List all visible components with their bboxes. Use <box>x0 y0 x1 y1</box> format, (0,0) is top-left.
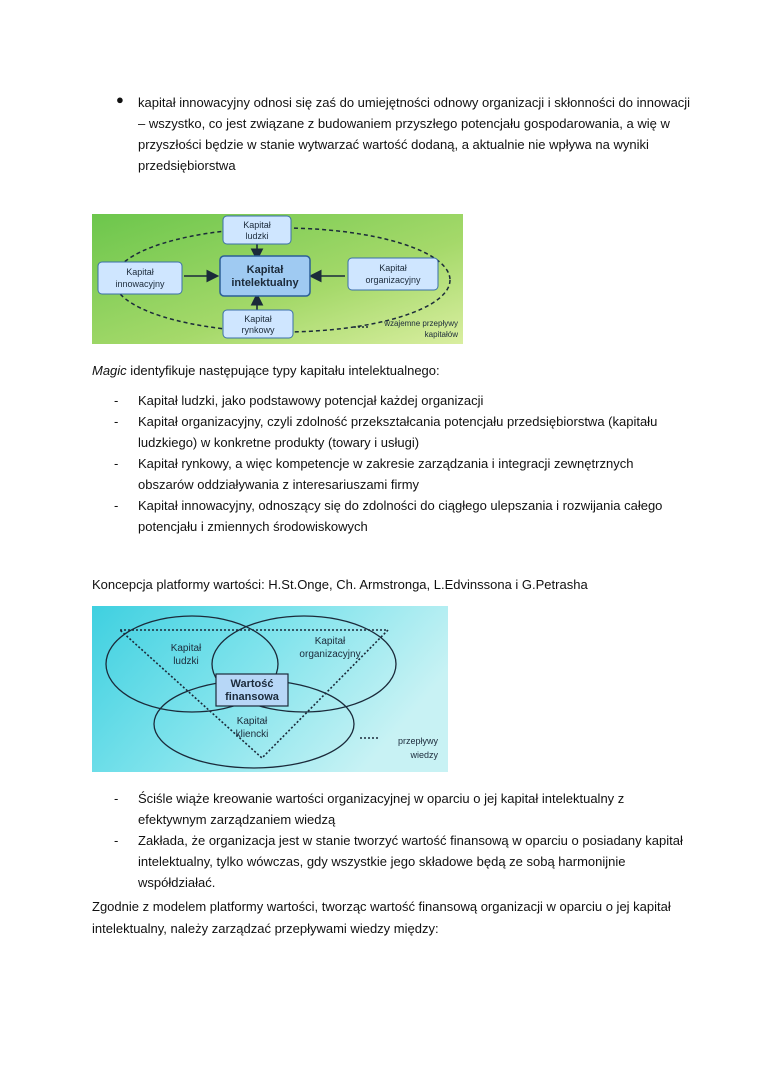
right-label-1: Kapitał <box>379 263 407 273</box>
intro-bullet-text: kapitał innowacyjny odnosi się zaś do umiejętności odnowy organizacji i skłonności do innowacji – wszystko, co jest związane z budowaniem przyszłego potencjału gospodarowania, a wię w przyszłości będzie w stanie wytwarzać wartość dodaną, a aktualnie nie wpływa na wyniki przedsiębiorstwa <box>138 95 691 173</box>
closing-paragraph: Zgodnie z modelem platformy wartości, tworząc wartość finansową organizacji w oparciu o jej kapitał intelektualny, należy zarządzać przepływami wiedzy między: <box>92 899 671 936</box>
d2-bottom-label-1: Kapitał <box>236 716 268 727</box>
d2-left-label-1: Kapitał <box>170 643 202 654</box>
list-item: - Kapitał innowacyjny, odnoszący się do zdolności do ciągłego ulepszania i rozwijania całego potencjału i zmiennych środowiskowych <box>114 498 663 534</box>
legend-label-1: wzajemne przepływy <box>384 319 458 328</box>
bottom-label-1: Kapitał <box>244 314 272 324</box>
bottom-label-2: rynkowy <box>241 325 275 335</box>
d2-bottom-label-2: kliencki <box>235 729 269 740</box>
top-label-2: ludzki <box>245 231 269 241</box>
intellectual-capital-diagram <box>92 214 463 344</box>
platform-heading: Koncepcja platformy wartości: H.St.Onge, Ch. Armstronga, L.Edvinssona i G.Petrasha <box>92 577 588 592</box>
value-platform-diagram <box>92 606 448 772</box>
legend-label-2: kapitałów <box>424 330 458 339</box>
list-item: - Zakłada, że organizacja jest w stanie tworzyć wartość finansową w oparciu o posiadany kapitał intelektualny, tylko wówczas, gdy wszystkie jego składowe będą ze sobą harmonijnie współdziałać. <box>114 833 683 890</box>
left-label-1: Kapitał <box>126 267 154 277</box>
list-item: - Kapitał rynkowy, a więc kompetencje w zakresie zarządzania i integracji zewnętrznych obszarów oddziaływania z interesariuszami firmy <box>114 456 634 492</box>
left-label-2: innowacyjny <box>115 279 165 289</box>
list-item: - Kapitał ludzki, jako podstawowy potencjał każdej organizacji <box>114 393 484 408</box>
d2-left-label-2: ludzki <box>173 656 199 667</box>
right-label-2: organizacyjny <box>365 275 421 285</box>
magic-heading-rest: identyfikuje następujące typy kapitału intelektualnego: <box>126 363 440 378</box>
list-item: - Kapitał organizacyjny, czyli zdolność przekształcania potencjału przedsiębiorstwa (kapitału ludzkiego) w konkretne produkty (towary i usługi) <box>114 414 658 450</box>
bullet-icon: ● <box>116 92 124 107</box>
magic-emph: Magic <box>92 363 127 378</box>
d2-center-label-1: Wartość <box>230 678 274 690</box>
d2-right-label-1: Kapitał <box>314 636 346 647</box>
magic-heading <box>92 360 712 381</box>
d2-center-label-2: finansowa <box>225 691 279 703</box>
center-label-1: Kapitał <box>246 264 284 276</box>
box-center <box>220 256 310 296</box>
d2-legend-2: wiedzy <box>410 750 438 760</box>
platform-list <box>92 788 692 893</box>
magic-list <box>92 390 692 537</box>
top-label-1: Kapitał <box>243 220 271 230</box>
center-label-2: intelektualny <box>231 277 299 289</box>
list-item: - Ściśle wiąże kreowanie wartości organizacyjnej w oparciu o jej kapitał intelektualny z efektywnym zarządzaniem wiedzą <box>114 791 625 827</box>
d2-right-label-2: organizacyjny <box>299 649 361 660</box>
d2-legend-1: przepływy <box>397 736 438 746</box>
